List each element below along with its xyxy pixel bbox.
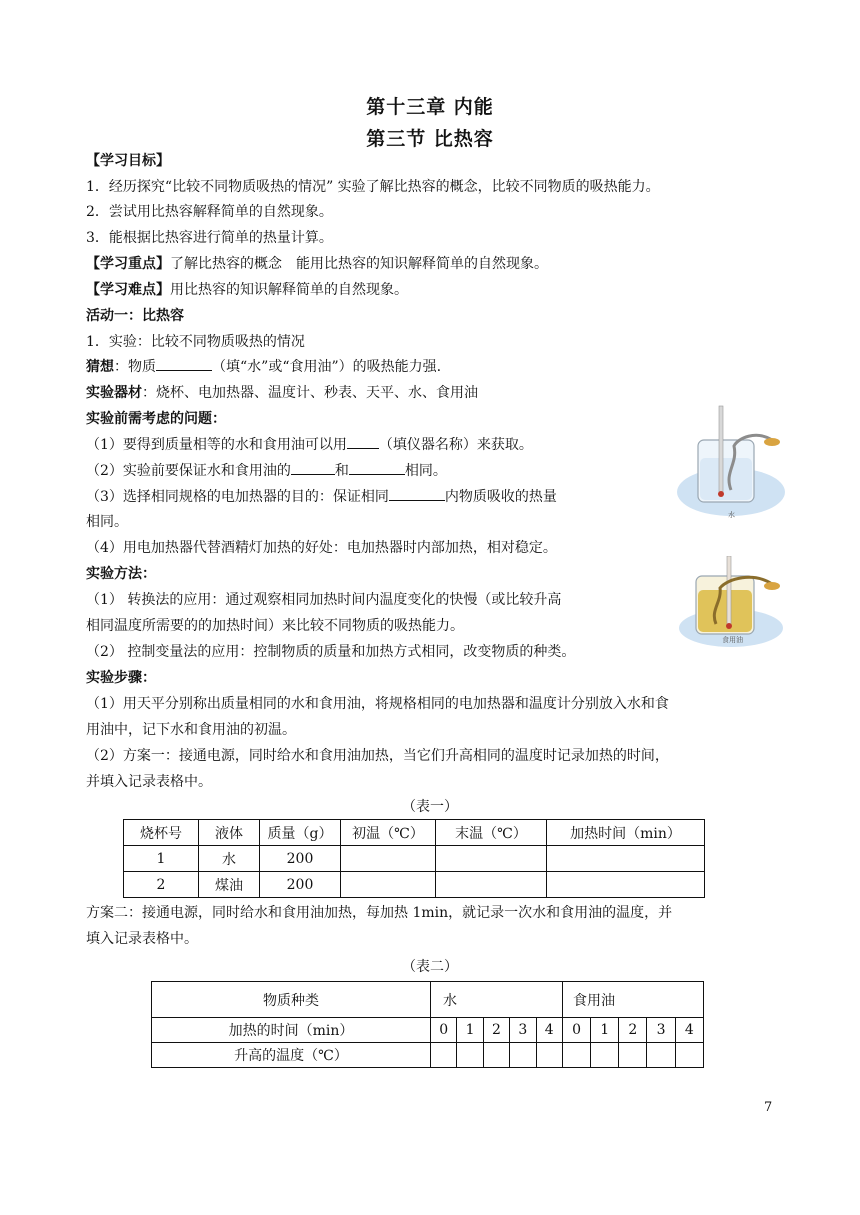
step-1a: （1）用天平分别称出质量相同的水和食用油，将规格相同的电加热器和温度计分别放入水和食	[86, 696, 669, 712]
table2-time-cell: 0	[431, 1018, 457, 1043]
table1-header-cell: 液体	[199, 820, 260, 846]
guess-post: （填“水”或“食用油”）的吸热能力强.	[212, 359, 442, 375]
question-3	[86, 486, 557, 508]
table-cell[interactable]	[436, 846, 547, 872]
table2-row-time	[152, 1018, 704, 1043]
q2-mid: 和	[334, 463, 349, 479]
objective-3: 3．能根据比热容进行简单的热量计算。	[86, 230, 333, 246]
q1-post: （填仪器名称）来获取。	[378, 437, 533, 453]
key-points-text: 了解比热容的概念 能用比热容的知识解释简单的自然现象。	[170, 256, 548, 272]
table2-temp-cell[interactable]	[536, 1043, 562, 1068]
q3-pre: （3）选择相同规格的电加热器的目的：保证相同	[86, 489, 389, 505]
water-figure-label: 水	[728, 511, 735, 519]
q2-pre: （2）实验前要保证水和食用油的	[86, 463, 291, 479]
q2-post: 相同。	[404, 463, 447, 479]
table2-time-cell: 4	[536, 1018, 562, 1043]
activity-heading: 活动一：比热容	[86, 308, 184, 324]
water-heater-plug	[764, 438, 780, 446]
water-beaker-figure	[676, 402, 786, 520]
key-points-heading: 【学习重点】	[86, 256, 170, 272]
table1-header-cell: 初温（℃）	[341, 820, 436, 846]
table2-temp-cell[interactable]	[591, 1043, 619, 1068]
table-cell: 煤油	[199, 872, 260, 898]
oil-thermometer	[727, 556, 731, 626]
steps-heading: 实验步骤：	[86, 670, 156, 686]
method-heading: 实验方法：	[86, 566, 156, 582]
table2-time-cell: 1	[591, 1018, 619, 1043]
table-cell: 200	[260, 872, 341, 898]
table2-substance-label: 物质种类	[152, 982, 431, 1018]
table2-water-header: 水	[431, 982, 563, 1018]
water-thermometer	[719, 406, 723, 494]
table2-temp-cell[interactable]	[457, 1043, 483, 1068]
table-1	[123, 819, 705, 898]
question-2	[86, 460, 447, 482]
q1-pre: （1）要得到质量相等的水和食用油可以用	[86, 437, 347, 453]
table-cell[interactable]	[341, 872, 436, 898]
table2-temp-cell[interactable]	[675, 1043, 703, 1068]
table-cell: 2	[124, 872, 199, 898]
equipment-label: 实验器材	[86, 385, 142, 401]
table-cell: 200	[260, 846, 341, 872]
q2-blank-1[interactable]	[291, 460, 335, 475]
question-1	[86, 434, 533, 456]
table2-time-label: 加热的时间（min）	[152, 1018, 431, 1043]
table2-time-cell: 4	[675, 1018, 703, 1043]
step-2a: （2）方案一：接通电源，同时给水和食用油加热，当它们升高相同的温度时记录加热的时间，	[86, 748, 669, 764]
table1-header-cell: 加热时间（min）	[547, 820, 705, 846]
table2-time-cell: 2	[619, 1018, 647, 1043]
table1-header-row	[124, 820, 705, 846]
plan-2-line-a: 方案二：接通电源，同时给水和食用油加热，每加热 1min，就记录一次水和食用油的温度，并	[86, 905, 673, 921]
difficult-points-heading: 【学习难点】	[86, 282, 170, 298]
step-1b: 用油中，记下水和食用油的初温。	[86, 722, 296, 738]
equipment-line	[86, 382, 478, 404]
q2-blank-2[interactable]	[349, 460, 405, 475]
table2-caption: （表二）	[402, 959, 458, 975]
table2-temp-cell[interactable]	[619, 1043, 647, 1068]
plan-2-line-b: 填入记录表格中。	[86, 931, 198, 947]
objectives-heading: 【学习目标】	[86, 153, 170, 169]
questions-heading: 实验前需考虑的问题：	[86, 411, 226, 427]
table-row	[124, 872, 705, 898]
water-liquid	[700, 458, 752, 500]
table-cell[interactable]	[547, 872, 705, 898]
oil-figure-label: 食用油	[722, 636, 743, 644]
q3-post: 内物质吸收的热量	[444, 489, 557, 505]
table-cell[interactable]	[436, 872, 547, 898]
section-title: 第三节 比热容	[366, 128, 494, 150]
table1-caption: （表一）	[402, 799, 458, 815]
table-2	[151, 981, 704, 1068]
oil-thermometer-bulb	[726, 623, 732, 629]
guess-pre: ：物质	[114, 359, 156, 375]
table2-time-cell: 0	[562, 1018, 590, 1043]
guess-label: 猜想	[86, 359, 114, 375]
equipment-text: ：烧杯、电加热器、温度计、秒表、天平、水、食用油	[142, 385, 478, 401]
page-number: 7	[764, 1100, 773, 1115]
table2-temp-cell[interactable]	[431, 1043, 457, 1068]
table2-time-cell: 1	[457, 1018, 483, 1043]
table2-row-temperature	[152, 1043, 704, 1068]
question-3-cont: 相同。	[86, 514, 128, 530]
water-thermometer-bulb	[718, 491, 724, 497]
oil-liquid	[698, 590, 752, 632]
table2-temperature-label: 升高的温度（℃）	[152, 1043, 431, 1068]
table2-temp-cell[interactable]	[483, 1043, 509, 1068]
method-2: （2） 控制变量法的应用：控制物质的质量和加热方式相同，改变物质的种类。	[86, 644, 576, 660]
table-cell[interactable]	[341, 846, 436, 872]
table-cell: 水	[199, 846, 260, 872]
q1-blank[interactable]	[347, 434, 379, 449]
guess-blank[interactable]	[156, 356, 212, 371]
oil-beaker-figure	[676, 556, 786, 648]
experiment-title: 1．实验：比较不同物质吸热的情况	[86, 334, 305, 350]
objective-1: 1．经历探究“比较不同物质吸热的情况” 实验了解比热容的概念，比较不同物质的吸热能力。	[86, 179, 660, 195]
question-4: （4）用电加热器代替酒精灯加热的好处：电加热器时内部加热，相对稳定。	[86, 540, 557, 556]
table2-time-cell: 3	[647, 1018, 675, 1043]
table2-temp-cell[interactable]	[510, 1043, 536, 1068]
table1-header-cell: 质量（g）	[260, 820, 341, 846]
oil-heater-plug	[764, 582, 780, 590]
q3-blank[interactable]	[389, 486, 445, 501]
chapter-title: 第十三章 内能	[366, 96, 494, 118]
step-2b: 并填入记录表格中。	[86, 774, 212, 790]
table1-header-cell: 末温（℃）	[436, 820, 547, 846]
guess-line	[86, 356, 441, 378]
table1-header-cell: 烧杯号	[124, 820, 199, 846]
difficult-points-text: 用比热容的知识解释简单的自然现象。	[170, 282, 408, 298]
table2-row-substance	[152, 982, 704, 1018]
table2-oil-header: 食用油	[562, 982, 703, 1018]
table2-temp-cell[interactable]	[647, 1043, 675, 1068]
difficult-points	[86, 279, 408, 301]
objective-2: 2．尝试用比热容解释简单的自然现象。	[86, 204, 333, 220]
table-cell[interactable]	[547, 846, 705, 872]
table2-time-cell: 2	[483, 1018, 509, 1043]
table2-temp-cell[interactable]	[562, 1043, 590, 1068]
key-points	[86, 253, 548, 275]
method-1b: 相同温度所需要的的加热时间）来比较不同物质的吸热能力。	[86, 618, 464, 634]
table-row	[124, 846, 705, 872]
method-1a: （1） 转换法的应用：通过观察相同加热时间内温度变化的快慢（或比较升高	[86, 592, 562, 608]
table-cell: 1	[124, 846, 199, 872]
table2-time-cell: 3	[510, 1018, 536, 1043]
